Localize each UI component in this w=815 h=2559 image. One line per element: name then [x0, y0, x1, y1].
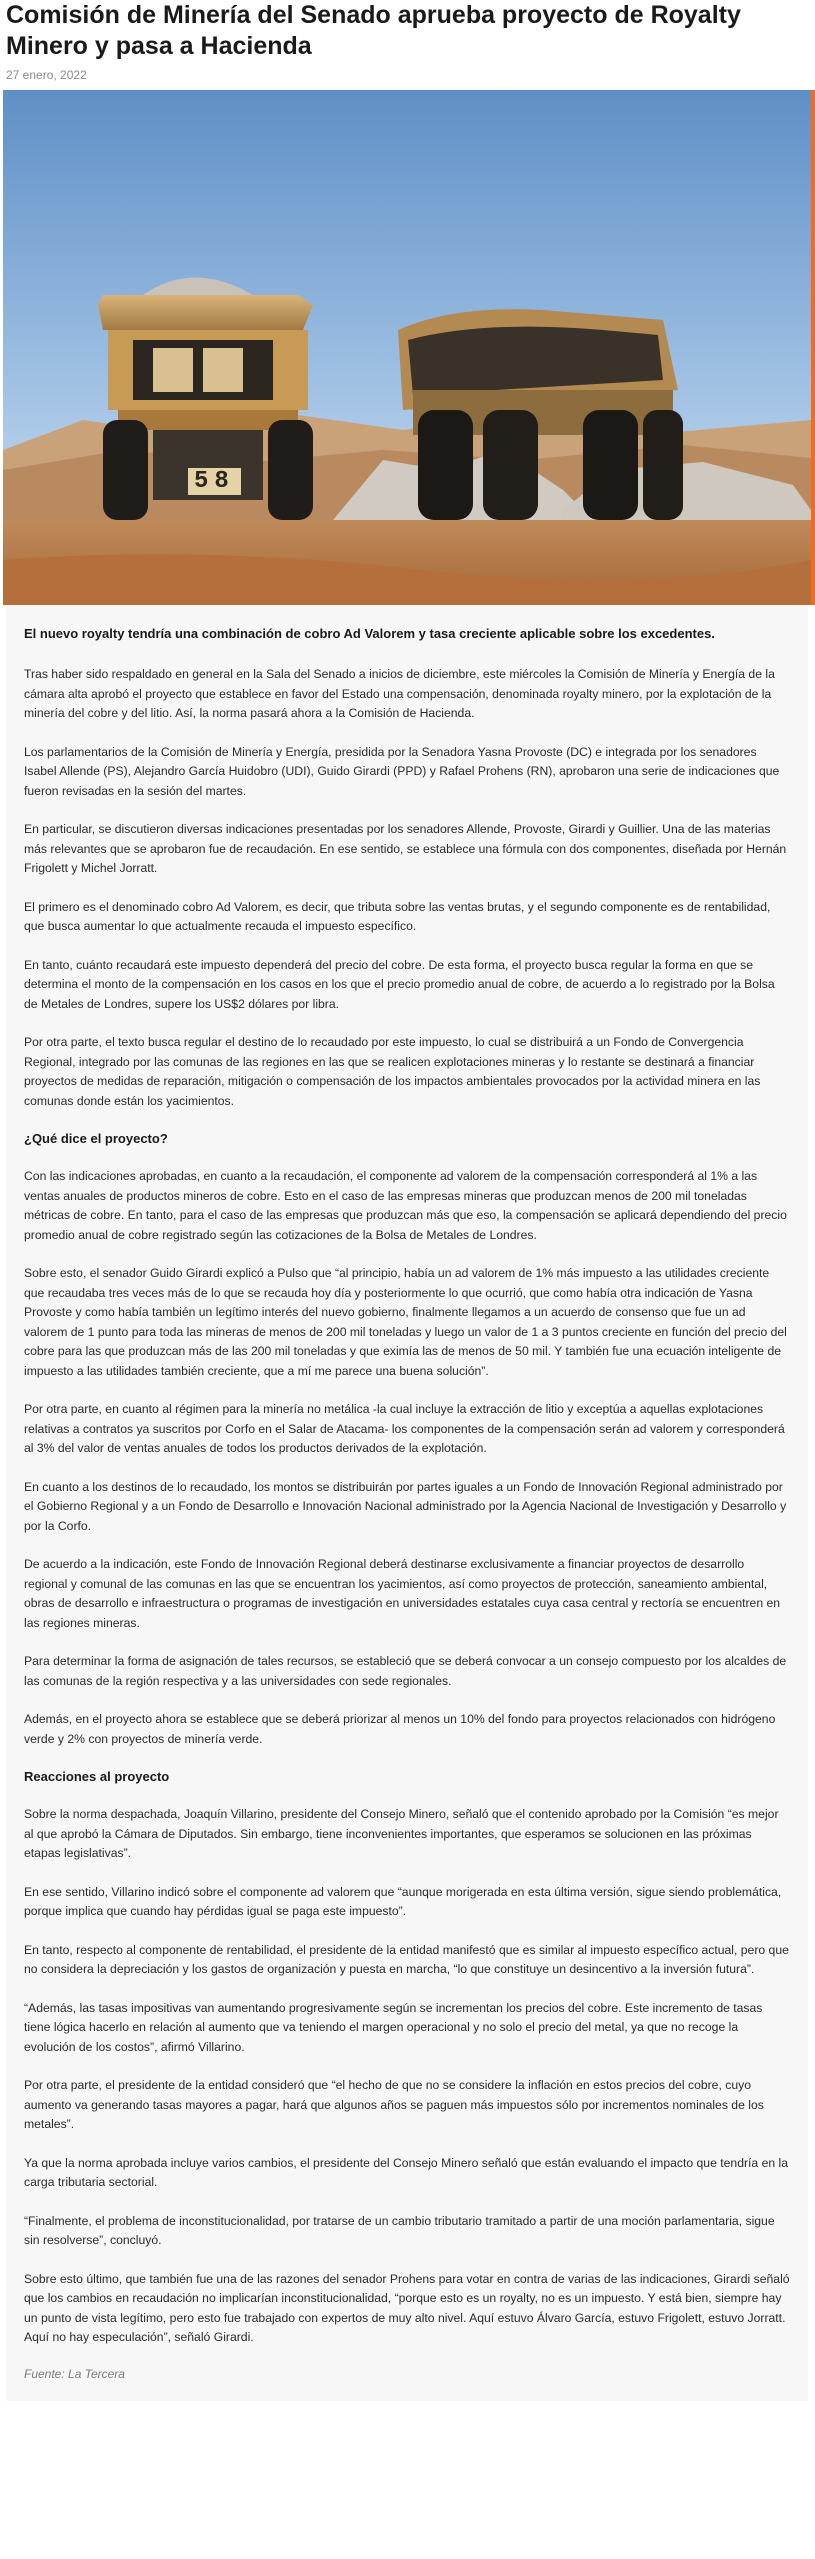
article-title: Comisión de Minería del Senado aprueba proyecto de Royalty Minero y pasa a Hacienda — [6, 1, 741, 60]
paragraph: “Además, las tasas impositivas van aumentando progresivamente según se incrementan los precios del cobre. Este incremento de tasas tiene lógica hacerlo en relación al aumento que va teniendo el margen operacional y no solo el precio del metal, ya que no recoge la evolución de los costos”, afirmó Villarino. — [24, 2000, 763, 2054]
paragraph: Sobre la norma despachada, Joaquín Villarino, presidente del Consejo Minero, señaló que el contenido aprobado por la Comisión “es mejor al que aprobó la Cámara de Diputados. Sin embargo, tiene inconvenientes importantes, que esperamos se solucionen en las próximas etapas legislativas”. — [24, 1807, 779, 1860]
section-heading-project: ¿Qué dice el proyecto? — [24, 1131, 168, 1146]
paragraph: En particular, se discutieron diversas indicaciones presentadas por los senadores Allende, Provoste, Girardi y Guillier. Una de las materias más relevantes que se aprobaron fue de recaudación. En ese sentido, se establece una fórmula con dos componentes, diseñada por Hernán Frigolett y Michel Jorratt. — [24, 822, 787, 875]
article-lead: El nuevo royalty tendría una combinación de cobro Ad Valorem y tasa creciente aplicable sobre los excedentes. — [24, 626, 715, 641]
article-source: Fuente: La Tercera — [24, 2366, 125, 2381]
paragraph: Además, en el proyecto ahora se establece que se deberá priorizar al menos un 10% del fondo para proyectos relacionados con hidrógeno verde y 2% con proyectos de minería verde. — [24, 1712, 776, 1746]
article-body — [6, 605, 808, 2401]
paragraph: Tras haber sido respaldado en general en la Sala del Senado a inicios de diciembre, este miércoles la Comisión de Minería y Energía de la cámara alta aprobó el proyecto que establece en favor del Estado una compensación, denominada royalty minero, por la explotación de la minería del cobre y del litio. Así, la norma pasará ahora a la Comisión de Hacienda. — [24, 667, 775, 720]
paragraph: Por otra parte, en cuanto al régimen para la minería no metálica -la cual incluye la extracción de litio y exceptúa a aquellas explotaciones relativas a contratos ya suscritos por Corfo en el Salar de Atacama- los componentes de la compensación serán ad valorem y corresponderá al 3% del valor de ventas anuales de todos los productos derivados de la explotación. — [24, 1402, 785, 1455]
hero-image — [3, 90, 815, 605]
paragraph: Por otra parte, el presidente de la entidad consideró que “el hecho de que no se considere la inflación en estos precios del cobre, cuyo aumento va generando tasas mayores a pagar, hará que algunos años se paguen más impuestos sólo por incrementos nominales de los metales”. — [24, 2078, 764, 2131]
mining-trucks-photo — [3, 90, 811, 605]
paragraph: En tanto, cuánto recaudará este impuesto dependerá del precio del cobre. De esta forma, el proyecto busca regular la forma en que se determina el monto de la compensación en los casos en los que el precio promedio anual de cobre, de acuerdo a lo registrado por la Bolsa de Metales de Londres, supere los US$2 dólares por libra. — [24, 957, 775, 1011]
paragraph: Ya que la norma aprobada incluye varios cambios, el presidente del Consejo Minero señaló que están evaluando el impacto que tendría en la carga tributaria sectorial. — [24, 2155, 789, 2189]
paragraph: El primero es el denominado cobro Ad Valorem, es decir, que tributa sobre las ventas brutas, y el segundo componente es de rentabilidad, que busca aumentar lo que actualmente recauda el impuesto específico. — [24, 899, 771, 933]
paragraph: Por otra parte, el texto busca regular el destino de lo recaudado por este impuesto, lo cual se distribuirá a un Fondo de Convergencia Regional, integrado por las comunas de las regiones en las que se realicen explotaciones mineras y lo restante se destinará a financiar proyectos de medidas de reparación, mitigación o compensación de los impactos ambientales provocados por la actividad minera en las comunas donde están los yacimientos. — [24, 1035, 761, 1108]
paragraph: Para determinar la forma de asignación de tales recursos, se estableció que se deberá convocar a un consejo compuesto por los alcaldes de las comunas de la región respectiva y a las universidades con sede regionales. — [24, 1654, 787, 1688]
article-date: 27 enero, 2022 — [6, 68, 87, 82]
paragraph: En tanto, respecto al componente de rentabilidad, el presidente de la entidad manifestó que es similar al impuesto específico actual, pero que no considera la depreciación y los gastos de organización y puesta en marcha, “lo que constituye un desincentivo a la inversión futura”. — [24, 1942, 789, 1976]
paragraph: Los parlamentarios de la Comisión de Minería y Energía, presidida por la Senadora Yasna Provoste (DC) e integrada por los senadores Isabel Allende (PS), Alejandro García Huidobro (UDI), Guido Girardi (PPD) y Rafael Prohens (RN), aprobaron una serie de indicaciones que fueron revisadas en la sesión del martes. — [24, 744, 780, 798]
paragraph: En ese sentido, Villarino indicó sobre el componente ad valorem que “aunque morigerada en esta última versión, sigue siendo problemática, porque implica que cuando hay pérdidas igual se paga este impuesto”. — [24, 1884, 782, 1918]
paragraph: “Finalmente, el problema de inconstitucionalidad, por tratarse de un cambio tributario tramitado a partir de una moción parlamentaria, sigue sin resolverse”, concluyó. — [24, 2213, 775, 2247]
paragraph: En cuanto a los destinos de lo recaudado, los montos se distribuirán por partes iguales a un Fondo de Innovación Regional administrado por el Gobierno Regional y a un Fondo de Desarrollo e Innovación Nacional administrado por la Agencia Nacional de Investigación y Desarrollo y por la Corfo. — [24, 1479, 787, 1533]
paragraph: Sobre esto último, que también fue una de las razones del senador Prohens para votar en contra de varias de las indicaciones, Girardi señaló que los cambios en recaudación no implicarían inconstitucionalidad, “porque esto es un royalty, no es un impuesto. Y está bien, siempre hay un punto de vista legítimo, pero esto fue trabajado con expertos de muy alto nivel. Aquí estuvo Álvaro García, estuvo Frigolett, estuvo Jorratt. Aquí no hay especulación”, señaló Girardi. — [24, 2271, 790, 2344]
section-heading-reactions: Reacciones al proyecto — [24, 1769, 170, 1784]
paragraph: Sobre esto, el senador Guido Girardi explicó a Pulso que “al principio, había un ad valorem de 1% más impuesto a las utilidades creciente que recaudaba tres veces más de lo que se recauda hoy día y posteriormente lo que ocurrió, que como había otra indicación de Yasna Provoste y como había también un legítimo interés del nuevo gobierno, finalmente llegamos a un acuerdo de consenso que fue un ad valorem de 1 punto para toda las mineras de menos de 200 mil toneladas y luego un valor de 1 a 3 puntos creciente en función del precio del cobre para las que produzcan más de las 200 mil toneladas y que eximía las de menos de 50 mil. Y también fue una ecuación inteligente de impuesto a las utilidades también creciente, que a mí me parece una buena solución”. — [24, 1266, 787, 1378]
truck-number: 58 — [188, 468, 241, 495]
paragraph: De acuerdo a la indicación, este Fondo de Innovación Regional deberá destinarse exclusivamente a financiar proyectos de desarrollo regional y comunal de las comunas en las que se encuentran los yacimientos, así como proyectos de protección, saneamiento ambiental, obras de desarrollo e infraestructura o programas de investigación en universidades estatales cuya casa central y rectoría se encuentren en las regiones mineras. — [24, 1557, 781, 1630]
paragraph: Con las indicaciones aprobadas, en cuanto a la recaudación, el componente ad valorem de la compensación corresponderá al 1% a las ventas anuales de productos mineros de cobre. Esto en el caso de las empresas mineras que produzcan menos de 200 mil toneladas métricas de cobre. En tanto, para el caso de las empresas que produzcan más que eso, la compensación se aplicará dependiendo del precio promedio anual de cobre registrado según las cotizaciones de la Bolsa de Metales de Londres. — [24, 1169, 787, 1242]
